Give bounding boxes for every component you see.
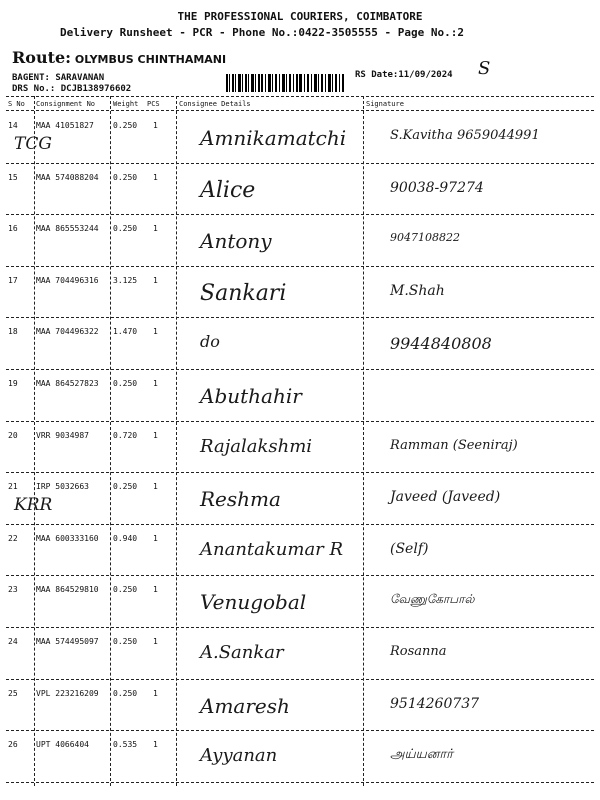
company-title: THE PROFESSIONAL COURIERS, COIMBATORE [177, 10, 423, 23]
row-pcs: 1 [153, 585, 158, 595]
row-separator [6, 575, 594, 576]
row-signature: Javeed (Javeed) [390, 489, 501, 506]
row-consignee-name: A.Sankar [200, 642, 284, 663]
row-weight: 0.250 [113, 172, 138, 182]
row-consignment: MAA 864529810 [36, 585, 99, 595]
row-consignee-name: Ayyanan [200, 745, 278, 767]
row-separator [6, 524, 594, 525]
row-pcs: 1 [153, 379, 158, 388]
row-weight: 0.250 [113, 379, 138, 388]
row-consignment: MAA 41051827 [36, 121, 94, 130]
runsheet-title: Delivery Runsheet - PCR - Phone No.:0422-3505555 - Page No.:2 [60, 26, 464, 39]
column-divider [363, 96, 364, 786]
row-sno: 19 [8, 379, 18, 388]
row-pcs: 1 [153, 121, 158, 130]
row-consignee-name: Rajalakshmi [200, 435, 313, 457]
row-signature: 9944840808 [390, 334, 492, 354]
col-pcs: PCS [147, 100, 160, 108]
row-consignment: MAA 864527823 [36, 379, 99, 388]
row-signature: வேணுகோபால் [390, 592, 475, 607]
col-consignee: Consignee Details [179, 100, 251, 108]
row-pcs: 1 [153, 275, 158, 285]
row-signature: 9047108822 [390, 231, 460, 245]
row-consignment: UPT 4066404 [36, 740, 89, 750]
row-weight: 3.125 [113, 275, 138, 285]
col-sno: S No [8, 100, 25, 108]
row-sno: 26 [8, 740, 18, 750]
column-divider [34, 96, 35, 786]
row-consignment: IRP 5032663 [36, 482, 89, 492]
col-signature: Signature [366, 100, 404, 108]
row-pcs: 1 [153, 688, 158, 698]
row-pcs: 1 [153, 224, 158, 234]
row-weight: 0.250 [113, 121, 138, 130]
row-sno: 24 [8, 637, 18, 646]
row-sno: 20 [8, 430, 18, 440]
row-separator [6, 266, 594, 267]
row-weight: 0.250 [113, 224, 138, 234]
row-signature: Rosanna [390, 644, 447, 659]
row-separator [6, 730, 594, 731]
row-separator [6, 627, 594, 628]
row-weight: 0.720 [113, 430, 138, 440]
row-sno: 14 [8, 121, 18, 130]
row-sno: 25 [8, 688, 18, 698]
row-signature: S.Kavitha 9659044991 [390, 128, 540, 143]
row-sno: 23 [8, 585, 18, 595]
row-consignment: MAA 704496316 [36, 275, 99, 285]
col-weight: Weight [113, 100, 139, 108]
row-weight: 0.250 [113, 585, 138, 595]
row-weight: 0.535 [113, 740, 138, 750]
row-separator [6, 163, 594, 164]
row-separator [6, 317, 594, 318]
row-separator [6, 421, 594, 422]
row-separator [6, 369, 594, 370]
row-consignment: MAA 574495097 [36, 637, 99, 646]
row-note: TCG [14, 134, 52, 154]
row-consignment: MAA 865553244 [36, 224, 99, 234]
row-pcs: 1 [153, 740, 158, 750]
row-pcs: 1 [153, 637, 158, 646]
row-consignment: MAA 600333160 [36, 533, 99, 543]
route-label: Route: [12, 48, 72, 67]
row-consignee-name: Alice [200, 177, 256, 203]
row-note: KRR [14, 495, 53, 516]
row-pcs: 1 [153, 430, 158, 440]
row-signature: அய்யனார் [390, 747, 453, 763]
row-pcs: 1 [153, 327, 158, 337]
row-separator [6, 214, 594, 215]
bagent-line: BAGENT: SARAVANAN [12, 73, 105, 83]
rs-date: RS Date:11/09/2024 [355, 70, 453, 80]
row-consignment: VRR 9034987 [36, 430, 89, 440]
row-signature: (Self) [390, 540, 429, 557]
row-signature: M.Shah [390, 282, 445, 299]
column-divider [176, 96, 177, 786]
row-consignee-name: Amnikamatchi [200, 126, 347, 150]
row-consignee-name: Anantakumar R [200, 538, 344, 560]
drs-number: DRS No.: DCJB138976602 [12, 84, 132, 94]
row-consignee-name: do [200, 332, 220, 352]
row-consignment: MAA 704496322 [36, 327, 99, 337]
row-consignee-name: Venugobal [200, 590, 307, 615]
row-consignment: VPL 223216209 [36, 688, 99, 698]
row-separator [6, 679, 594, 680]
row-separator [6, 782, 594, 783]
row-consignee-name: Reshma [200, 487, 281, 512]
row-consignee-name: Sankari [200, 280, 287, 306]
row-sno: 16 [8, 224, 18, 234]
row-sno: 15 [8, 172, 18, 182]
row-weight: 0.940 [113, 533, 138, 543]
row-pcs: 1 [153, 482, 158, 492]
row-sno: 22 [8, 533, 18, 543]
row-separator [6, 472, 594, 473]
row-pcs: 1 [153, 533, 158, 543]
route-name: OLYMBUS CHINTHAMANI [74, 53, 227, 66]
header-top-rule [6, 96, 594, 97]
row-pcs: 1 [153, 172, 158, 182]
barcode [226, 74, 344, 92]
row-weight: 0.250 [113, 482, 138, 492]
col-consignment: Consignment No [36, 100, 96, 108]
header-bottom-rule [6, 110, 594, 111]
route-line [12, 48, 226, 67]
row-consignment: MAA 574088204 [36, 172, 99, 182]
row-signature: 90038-97274 [390, 179, 484, 196]
column-divider [110, 96, 111, 786]
row-sno: 21 [8, 482, 18, 492]
row-weight: 0.250 [113, 637, 138, 646]
row-consignee-name: Antony [200, 229, 272, 254]
row-weight: 0.250 [113, 688, 138, 698]
row-sno: 18 [8, 327, 18, 337]
row-weight: 1.470 [113, 327, 138, 337]
row-consignee-name: Amaresh [200, 693, 290, 718]
row-consignee-name: Abuthahir [200, 384, 302, 408]
row-sno: 17 [8, 275, 18, 285]
row-signature: Ramman (Seeniraj) [390, 437, 518, 453]
rs-mark: S [478, 58, 491, 79]
row-signature: 9514260737 [390, 695, 480, 712]
